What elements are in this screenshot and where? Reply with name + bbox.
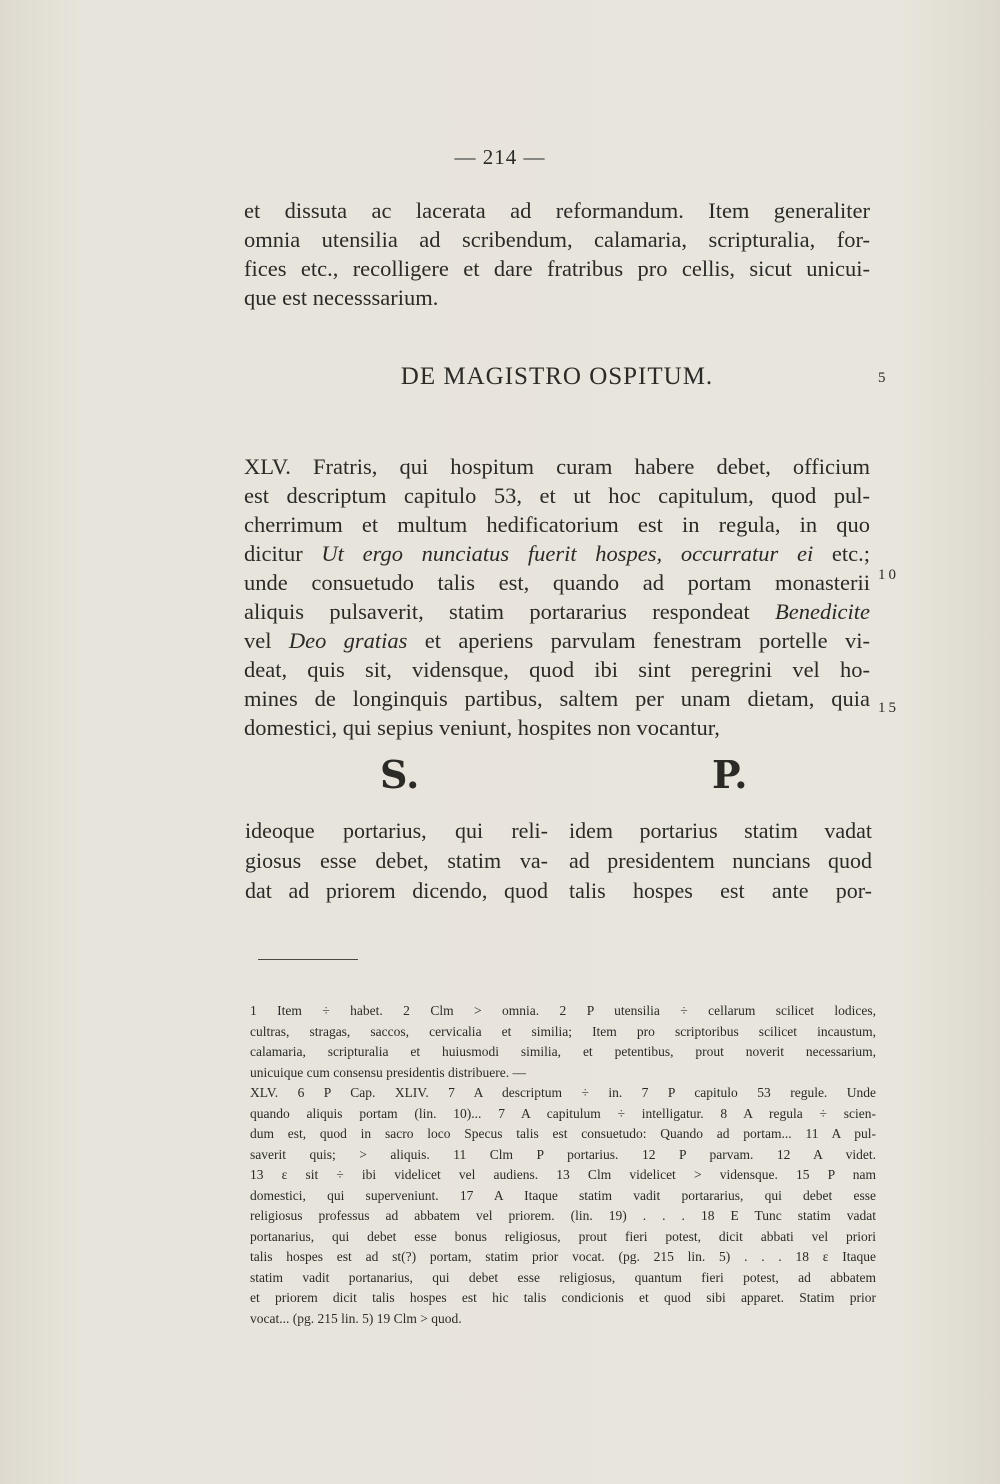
text-line: mines de longinquis partibus, saltem per unam dietam, quia: [244, 686, 870, 711]
text-segment: etc.;: [813, 541, 870, 566]
footnote-divider: [258, 959, 358, 960]
footnote-line: saverit quis; > aliquis. 11 Clm P portarius. 12 P parvam. 12 A videt.: [250, 1146, 876, 1162]
page-number: — 214 —: [454, 145, 546, 169]
footnote-line: XLV. 6 P Cap. XLIV. 7 A descriptum ÷ in. 7 P capitulo 53 regule. Unde: [250, 1085, 876, 1100]
text-line: ad presidentem nuncians quod: [569, 848, 872, 873]
footnote-line: 1 Item ÷ habet. 2 Clm > omnia. 2 P utensilia ÷ cellarum scilicet lodices,: [250, 1003, 876, 1018]
text-line: idem portarius statim vadat: [569, 818, 872, 843]
footnote-line: calamaria, scripturalia et huiusmodi similia, et petentibus, prout noverit necessarium,: [250, 1044, 876, 1059]
text-line: talis hospes est ante por-: [569, 878, 872, 903]
footnote-line: dum est, quod in sacro loco Specus talis est consuetudo: Quando ad portam... 11 A pul-: [250, 1126, 876, 1141]
footnote-line: statim vadit portanarius, qui debet esse religiosus, quantum fieri potest, ad abbatem: [250, 1269, 876, 1285]
column-s-heading: S.: [380, 752, 420, 797]
italic-quote: Deo gratias: [288, 628, 408, 653]
text-line: que est necesssarium.: [244, 285, 439, 310]
column-p-text: [569, 816, 872, 906]
margin-line-number: 10: [878, 567, 899, 583]
text-line: [244, 539, 870, 568]
text-segment: et aperiens parvulam fenestram portelle vi-: [407, 628, 870, 653]
text-line: giosus esse debet, statim va-: [245, 848, 548, 873]
italic-quote: Ut ergo nunciatus fuerit hospes, occurratur ei: [321, 541, 814, 566]
text-line: deat, quis sit, vidensque, quod ibi sint peregrini vel ho-: [244, 657, 870, 682]
text-line: fices etc., recolligere et dare fratribus pro cellis, sicut unicui-: [244, 256, 870, 281]
text-line: [244, 626, 870, 655]
italic-quote: Benedicite: [775, 599, 870, 624]
text-line: unde consuetudo talis est, quando ad portam monasterii: [244, 570, 870, 595]
text-segment: vel: [244, 628, 289, 653]
text-line: dat ad priorem dicendo, quod: [245, 878, 548, 903]
intro-paragraph: [244, 196, 870, 312]
text-line: [244, 597, 870, 626]
margin-line-number: 5: [878, 370, 889, 386]
text-line: omnia utensilia ad scribendum, calamaria, scripturalia, for-: [244, 227, 870, 252]
chapter-paragraph: [244, 452, 870, 742]
text-line: domestici, qui sepius veniunt, hospites non vocantur,: [244, 715, 720, 740]
text-line: est descriptum capitulo 53, et ut hoc capitulum, quod pul-: [244, 483, 870, 508]
footnote-line: religiosus professus ad abbatem vel priorem. (lin. 19) . . . 18 E Tunc statim vadat: [250, 1208, 876, 1223]
section-heading: DE MAGISTRO OSPITUM.: [400, 363, 714, 390]
footnote-line: vocat... (pg. 215 lin. 5) 19 Clm > quod.: [250, 1310, 462, 1326]
column-s-text: [245, 816, 548, 906]
text-segment: dicitur: [244, 541, 322, 566]
text-line: cherrimum et multum hedificatorium est in regula, in quo: [244, 512, 870, 537]
text-line: et dissuta ac lacerata ad reformandum. Item generaliter: [244, 198, 870, 223]
margin-line-number: 15: [878, 700, 899, 716]
text-line: ideoque portarius, qui reli-: [245, 818, 548, 843]
text-line: XLV. Fratris, qui hospitum curam habere debet, officium: [244, 454, 870, 479]
footnote-line: talis hospes est ad st(?) portam, statim prior vocat. (pg. 215 lin. 5) . . . 18 ε Itaque: [250, 1249, 876, 1264]
footnote-line: portanarius, qui debet esse bonus religiosus, prout fieri potest, dicit abbati vel priori: [250, 1228, 876, 1244]
text-segment: aliquis pulsaverit, statim portararius respondeat: [244, 599, 776, 624]
footnote-line: unicuique cum consensu presidentis distribuere. —: [250, 1064, 526, 1080]
footnotes: [250, 1001, 876, 1329]
footnote-line: domestici, qui superveniunt. 17 A Itaque statim vadit portararius, qui debet esse: [250, 1187, 876, 1203]
footnote-line: 13 ε sit ÷ ibi videlicet vel audiens. 13 Clm videlicet > vidensque. 15 P nam: [250, 1167, 876, 1182]
footnote-line: et priorem dicit talis hospes est hic talis condicionis et quod sibi apparet. Statim prior: [250, 1290, 876, 1305]
column-p-heading: P.: [712, 752, 748, 797]
footnote-line: quando aliquis portam (lin. 10)... 7 A capitulum ÷ intelligatur. 8 A regula ÷ scien-: [250, 1105, 876, 1121]
footnote-line: cultras, stragas, saccos, cervicalia et similia; Item pro scriptoribus scilicet incaustum,: [250, 1023, 876, 1039]
